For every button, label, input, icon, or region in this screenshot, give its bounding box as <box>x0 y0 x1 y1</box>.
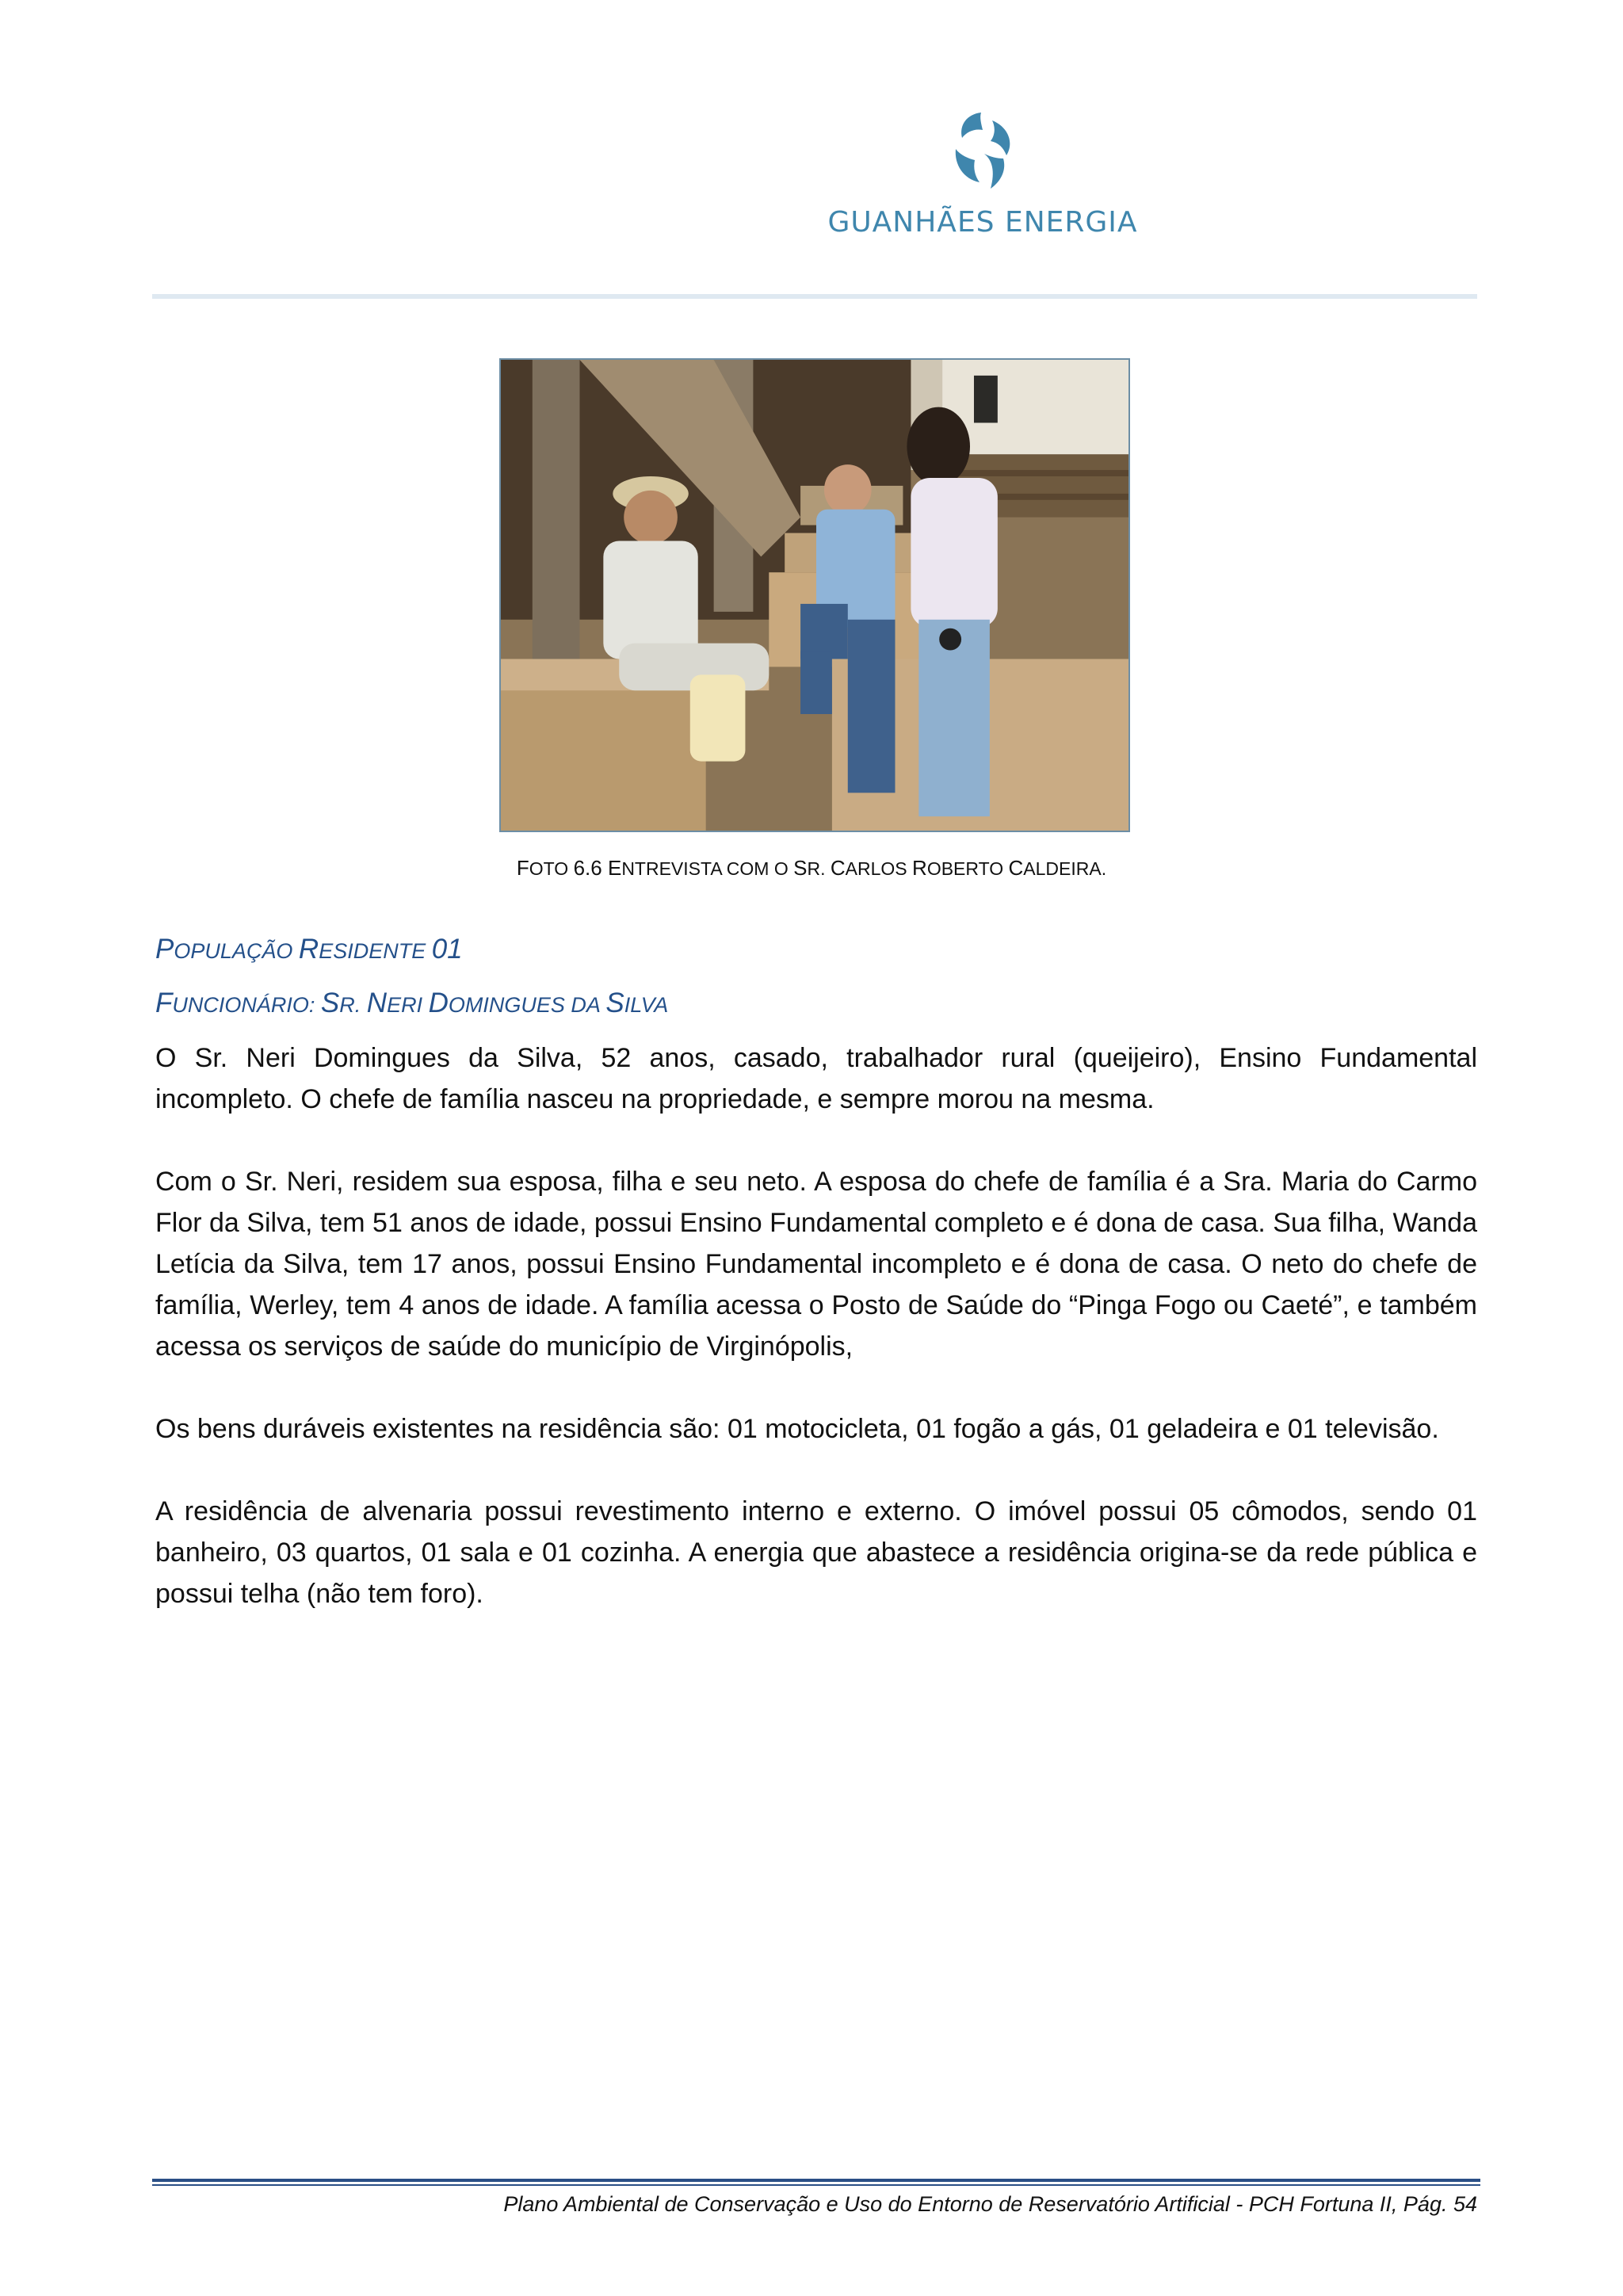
interview-photo <box>499 358 1130 832</box>
paragraph-3: Os bens duráveis existentes na residência são: 01 motocicleta, 01 fogão a gás, 01 geladeira e 01 televisão. <box>155 1414 1439 1444</box>
text-fragment: ILVA <box>624 993 669 1017</box>
text-fragment: OTO <box>529 858 574 879</box>
text-fragment: R <box>298 934 319 965</box>
text-fragment: ERI <box>387 993 429 1017</box>
text-fragment: OPULAÇÃO <box>174 939 299 963</box>
company-logo <box>816 103 1149 246</box>
caption-text <box>517 858 1106 879</box>
footer-divider-thin <box>152 2184 1480 2186</box>
text-fragment: S <box>605 988 624 1018</box>
paragraph-4: A residência de alvenaria possui revestimento interno e externo. O imóvel possui 05 cômodos, sendo 01 banheiro, 03 quartos, 01 sala e 01 cozinha. A energia que abastece a residência origina-se da rede pública e possui telha (não tem foro). <box>155 1496 1477 1609</box>
footer-text: Plano Ambiental de Conservação e Uso do Entorno de Reservatório Artificial - PCH Fortuna II, Pág. 54 <box>503 2192 1477 2216</box>
photo-caption <box>0 856 1623 881</box>
text-fragment: S <box>793 856 808 880</box>
text-fragment: OBERTO <box>926 858 1009 879</box>
header-divider <box>152 294 1477 299</box>
text-fragment: R <box>912 856 927 880</box>
section-subtitle-text <box>155 988 668 1018</box>
footer-divider-thick <box>152 2179 1480 2182</box>
text-fragment: S <box>320 988 340 1018</box>
text-fragment: ALDEIRA. <box>1023 858 1107 879</box>
text-fragment: F <box>155 988 173 1018</box>
text-fragment: OMINGUES DA <box>448 993 606 1017</box>
text-fragment: 6.6 E <box>573 856 622 880</box>
logo-text: GUANHÃES ENERGIA <box>827 206 1138 239</box>
text-fragment: ARLOS <box>845 858 913 879</box>
section-title-text <box>155 934 463 965</box>
section-title <box>155 934 463 965</box>
paragraph-2: Com o Sr. Neri, residem sua esposa, filha e seu neto. A esposa do chefe de família é a Sra. Maria do Carmo Flor da Silva, tem 51 anos de idade, possui Ensino Fundamental completo e é dona de casa. Sua filha, Wanda Letícia da Silva, tem 17 anos, possui Ensino Fundamental incompleto e é dona de casa. O neto do chefe de família, Werley, tem 4 anos de idade. A família acessa o Posto de Saúde do “Pinga Fogo ou Caeté”, e também acessa os serviços de saúde do município de Virginópolis, <box>155 1167 1477 1362</box>
text-fragment: R. <box>339 993 367 1017</box>
text-fragment: NTREVISTA COM O <box>621 858 794 879</box>
text-fragment: N <box>366 988 388 1018</box>
text-fragment: 01 <box>431 934 463 965</box>
text-fragment: C <box>830 856 846 880</box>
text-fragment: R. <box>807 858 831 879</box>
text-fragment: UNCIONÁRIO: <box>172 993 321 1017</box>
text-fragment: F <box>516 856 529 880</box>
text-fragment: D <box>428 988 449 1018</box>
text-fragment: C <box>1008 856 1024 880</box>
text-fragment: ESIDENTE <box>319 939 432 963</box>
section-subtitle <box>155 988 668 1019</box>
paragraph-1: O Sr. Neri Domingues da Silva, 52 anos, casado, trabalhador rural (queijeiro), Ensino Fundamental incompleto. O chefe de família nasceu na propriedade, e sempre morou na mesma. <box>155 1043 1477 1114</box>
logo-mark-icon <box>935 103 1030 198</box>
text-fragment: P <box>155 934 174 965</box>
